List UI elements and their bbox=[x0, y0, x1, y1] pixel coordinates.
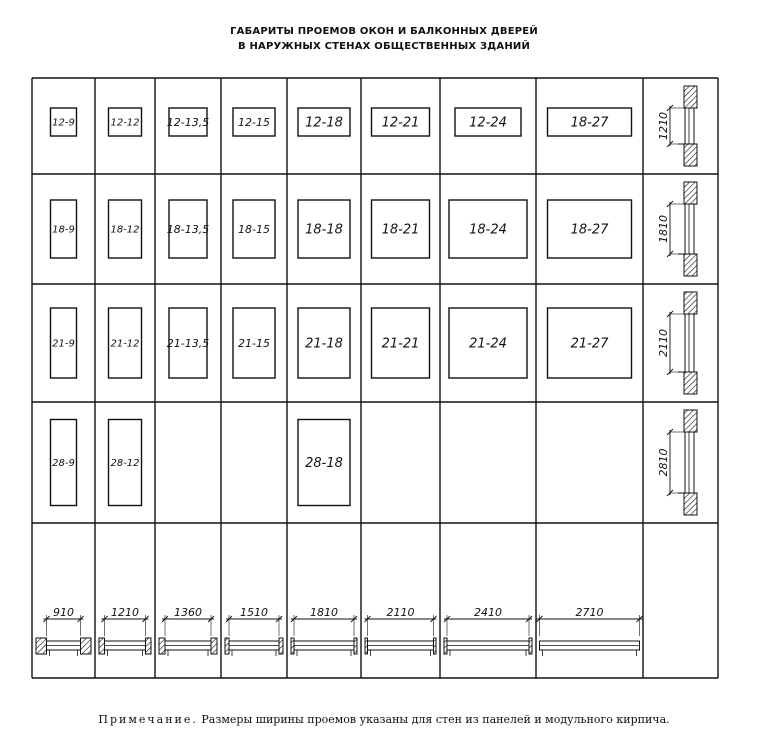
plan-section-2710 bbox=[537, 606, 643, 656]
wall-section-2810 bbox=[657, 410, 697, 515]
width-label: 2110 bbox=[386, 606, 415, 619]
opening-label: 18-15 bbox=[238, 222, 270, 236]
height-label: 2110 bbox=[657, 329, 670, 357]
opening-18-18 bbox=[298, 200, 350, 258]
opening-label: 28-18 bbox=[305, 456, 343, 472]
opening-28-12 bbox=[109, 420, 142, 506]
opening-18-13,5 bbox=[167, 200, 209, 258]
pier-right bbox=[279, 638, 283, 654]
opening-label: 18-18 bbox=[305, 222, 343, 238]
opening-18-21 bbox=[372, 200, 430, 258]
opening-label: 21-13,5 bbox=[166, 336, 210, 350]
width-label: 2710 bbox=[575, 606, 604, 619]
title-line-1: ГАБАРИТЫ ПРОЕМОВ ОКОН И БАЛКОННЫХ ДВЕРЕЙ bbox=[230, 26, 538, 37]
opening-label: 12-21 bbox=[381, 115, 420, 131]
opening-label: 21-15 bbox=[238, 336, 270, 350]
width-label: 1510 bbox=[240, 606, 268, 619]
height-label: 1810 bbox=[657, 215, 670, 243]
opening-label: 12-18 bbox=[305, 115, 343, 131]
opening-21-9 bbox=[51, 308, 77, 378]
opening-label: 21-18 bbox=[305, 336, 343, 352]
window-frame bbox=[685, 108, 694, 144]
opening-label: 18-12 bbox=[110, 224, 140, 236]
pier-left bbox=[159, 638, 165, 654]
window-frame bbox=[685, 432, 694, 493]
opening-label: 18-27 bbox=[570, 115, 609, 131]
opening-21-15 bbox=[233, 308, 275, 378]
opening-12-13,5 bbox=[167, 108, 209, 136]
wall-bottom bbox=[684, 144, 697, 166]
opening-label: 21-21 bbox=[381, 336, 420, 352]
opening-18-15 bbox=[233, 200, 275, 258]
title-line-2: В НАРУЖНЫХ СТЕНАХ ОБЩЕСТВЕННЫХ ЗДАНИЙ bbox=[237, 41, 531, 52]
opening-label: 21-12 bbox=[110, 338, 140, 350]
opening-21-27 bbox=[548, 308, 632, 378]
pier-left bbox=[225, 638, 229, 654]
wall-bottom bbox=[684, 372, 697, 394]
pier-right bbox=[146, 638, 152, 654]
opening-label: 21-27 bbox=[570, 336, 609, 352]
wall-top bbox=[684, 182, 697, 204]
plan-section-1210 bbox=[99, 606, 151, 656]
wall-bottom bbox=[684, 493, 697, 515]
opening-18-27 bbox=[548, 200, 632, 258]
width-label: 1210 bbox=[111, 606, 139, 619]
plan-sections bbox=[36, 606, 643, 656]
wall-bottom bbox=[684, 254, 697, 276]
height-label: 2810 bbox=[657, 448, 670, 477]
width-label: 2410 bbox=[474, 606, 502, 619]
opening-label: 21-24 bbox=[469, 336, 507, 352]
opening-28-18 bbox=[298, 420, 350, 506]
width-label: 1810 bbox=[310, 606, 338, 619]
opening-18-12 bbox=[109, 200, 142, 258]
opening-label: 12-15 bbox=[238, 115, 270, 129]
opening-12-12 bbox=[109, 108, 142, 136]
opening-label: 12-9 bbox=[52, 117, 75, 129]
wall-section-1210 bbox=[657, 86, 697, 166]
opening-12-24 bbox=[455, 108, 521, 136]
opening-label: 21-9 bbox=[52, 338, 75, 350]
wall-section-1810 bbox=[657, 182, 697, 276]
opening-label: 18-9 bbox=[52, 224, 75, 236]
width-label: 1360 bbox=[174, 606, 202, 619]
opening-12-9 bbox=[51, 108, 77, 136]
opening-label: 18-13,5 bbox=[166, 222, 210, 236]
opening-18-9 bbox=[51, 200, 77, 258]
opening-label: 12-13,5 bbox=[166, 115, 210, 129]
wall-top bbox=[684, 292, 697, 314]
footnote bbox=[0, 713, 768, 726]
width-label: 910 bbox=[53, 606, 74, 619]
wall-section-2110 bbox=[657, 292, 697, 394]
opening-label: 28-9 bbox=[52, 458, 75, 470]
height-label: 1210 bbox=[657, 112, 670, 140]
opening-12-18 bbox=[298, 108, 350, 136]
opening-label: 18-24 bbox=[469, 222, 507, 238]
window-frame bbox=[685, 204, 694, 254]
wall-top bbox=[684, 410, 697, 432]
opening-18-24 bbox=[449, 200, 527, 258]
opening-12-21 bbox=[372, 108, 430, 136]
wall-top bbox=[684, 86, 697, 108]
opening-28-9 bbox=[51, 420, 77, 506]
opening-21-12 bbox=[109, 308, 142, 378]
pier-left bbox=[36, 638, 47, 654]
footnote-prefix: Примечание. bbox=[98, 713, 198, 726]
pier-right bbox=[211, 638, 217, 654]
opening-21-18 bbox=[298, 308, 350, 378]
plan-section-1510 bbox=[225, 606, 283, 656]
plan-section-2110 bbox=[365, 606, 437, 656]
opening-21-21 bbox=[372, 308, 430, 378]
plan-section-2410 bbox=[444, 606, 532, 656]
opening-12-15 bbox=[233, 108, 275, 136]
wall-sections bbox=[657, 86, 697, 515]
plan-section-1810 bbox=[291, 606, 357, 656]
opening-label: 28-12 bbox=[110, 458, 140, 470]
opening-label: 18-21 bbox=[381, 222, 420, 238]
opening-label: 18-27 bbox=[570, 222, 609, 238]
opening-label: 12-12 bbox=[110, 117, 140, 129]
opening-label: 12-24 bbox=[469, 115, 507, 131]
opening-21-24 bbox=[449, 308, 527, 378]
plan-section-910 bbox=[36, 606, 91, 656]
opening-21-13,5 bbox=[167, 308, 209, 378]
plan-section-1360 bbox=[159, 606, 217, 656]
pier-left bbox=[99, 638, 105, 654]
window-frame bbox=[685, 314, 694, 372]
opening-18-27 bbox=[548, 108, 632, 136]
pier-right bbox=[81, 638, 92, 654]
footnote-text: Размеры ширины проемов указаны для стен из панелей и модульного кирпича. bbox=[197, 713, 670, 726]
opening-cells bbox=[51, 108, 632, 506]
